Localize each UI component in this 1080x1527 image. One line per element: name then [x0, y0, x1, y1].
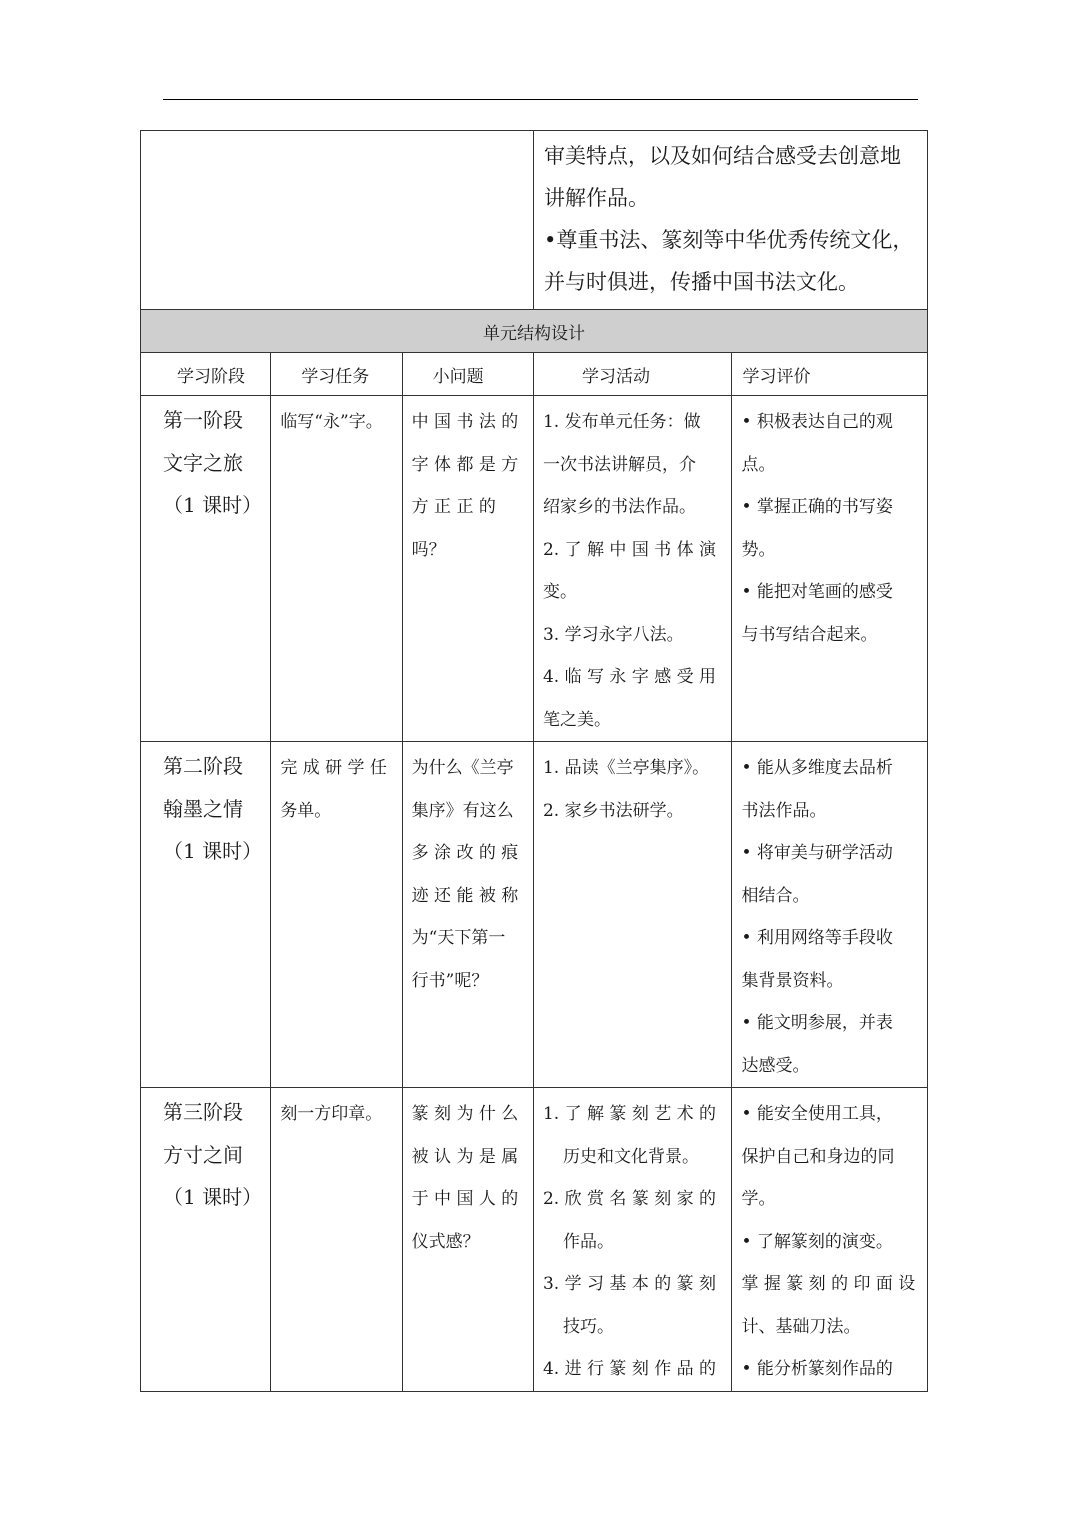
stage-cell: 第一阶段 文字之旅 （1 课时） — [141, 396, 271, 742]
activities-cell: 1. 品读《兰亭集序》。 2. 家乡书法研学。 — [533, 742, 731, 1088]
column-header: 学习任务 — [271, 353, 402, 396]
text-line: •尊重书法、篆刻等中华优秀传统文化， — [543, 228, 914, 252]
text-line: 讲解作品。 — [543, 186, 649, 210]
evaluation-cell: • 积极表达自己的观 点。 • 掌握正确的书写姿 势。 • 能把对笔画的感受 与书写结合起来。 — [732, 396, 928, 742]
continued-row — [141, 131, 928, 310]
empty-cell — [141, 131, 534, 310]
section-title: 单元结构设计 — [141, 310, 928, 353]
task-cell: 临写“永”字。 — [271, 396, 402, 742]
page-header-rule — [163, 99, 918, 100]
section-banner-row — [141, 310, 928, 353]
continued-text-cell — [533, 131, 927, 310]
text-line: 并与时俱进，传播中国书法文化。 — [543, 270, 859, 294]
question-cell: 中 国 书 法 的 字 体 都 是 方 方 正 正 的 吗？ — [402, 396, 533, 742]
column-header-row — [141, 353, 928, 396]
table-row — [141, 1088, 928, 1392]
activities-cell: 1. 发布单元任务：做 一次书法讲解员，介 绍家乡的书法作品。 2. 了 解 中 国 书 体 演 变。 3. 学习永字八法。 4. 临 写 永 字 感 受 用 笔之美。 — [533, 396, 731, 742]
text-line: 审美特点，以及如何结合感受去创意地 — [543, 144, 901, 168]
column-header: 学习活动 — [533, 353, 731, 396]
activities-cell: 1. 了 解 篆 刻 艺 术 的 历史和文化背景。 2. 欣 赏 名 篆 刻 家 的 作品。 3. 学 习 基 本 的 篆 刻 技巧。 4. 进 行 篆 刻 作 品 的 — [533, 1088, 731, 1392]
evaluation-cell: • 能从多维度去品析 书法作品。 • 将审美与研学活动 相结合。 • 利用网络等手段收 集背景资料。 • 能文明参展，并表 达感受。 — [732, 742, 928, 1088]
task-cell: 刻一方印章。 — [271, 1088, 402, 1392]
column-header: 学习评价 — [732, 353, 928, 396]
table-row — [141, 396, 928, 742]
task-cell: 完 成 研 学 任 务单。 — [271, 742, 402, 1088]
stage-cell: 第二阶段 翰墨之情 （1 课时） — [141, 742, 271, 1088]
question-cell: 篆 刻 为 什 么 被 认 为 是 属 于 中 国 人 的 仪式感？ — [402, 1088, 533, 1392]
unit-structure-table — [140, 130, 928, 1392]
evaluation-cell: • 能安全使用工具， 保护自己和身边的同 学。 • 了解篆刻的演变。 掌 握 篆 刻 的 印 面 设 计、基础刀法。 • 能分析篆刻作品的 — [732, 1088, 928, 1392]
stage-cell: 第三阶段 方寸之间 （1 课时） — [141, 1088, 271, 1392]
column-header: 小问题 — [402, 353, 533, 396]
table-row — [141, 742, 928, 1088]
question-cell: 为什么《兰亭 集序》有这么 多 涂 改 的 痕 迹 还 能 被 称 为“天下第一 行书”呢？ — [402, 742, 533, 1088]
column-header: 学习阶段 — [141, 353, 271, 396]
